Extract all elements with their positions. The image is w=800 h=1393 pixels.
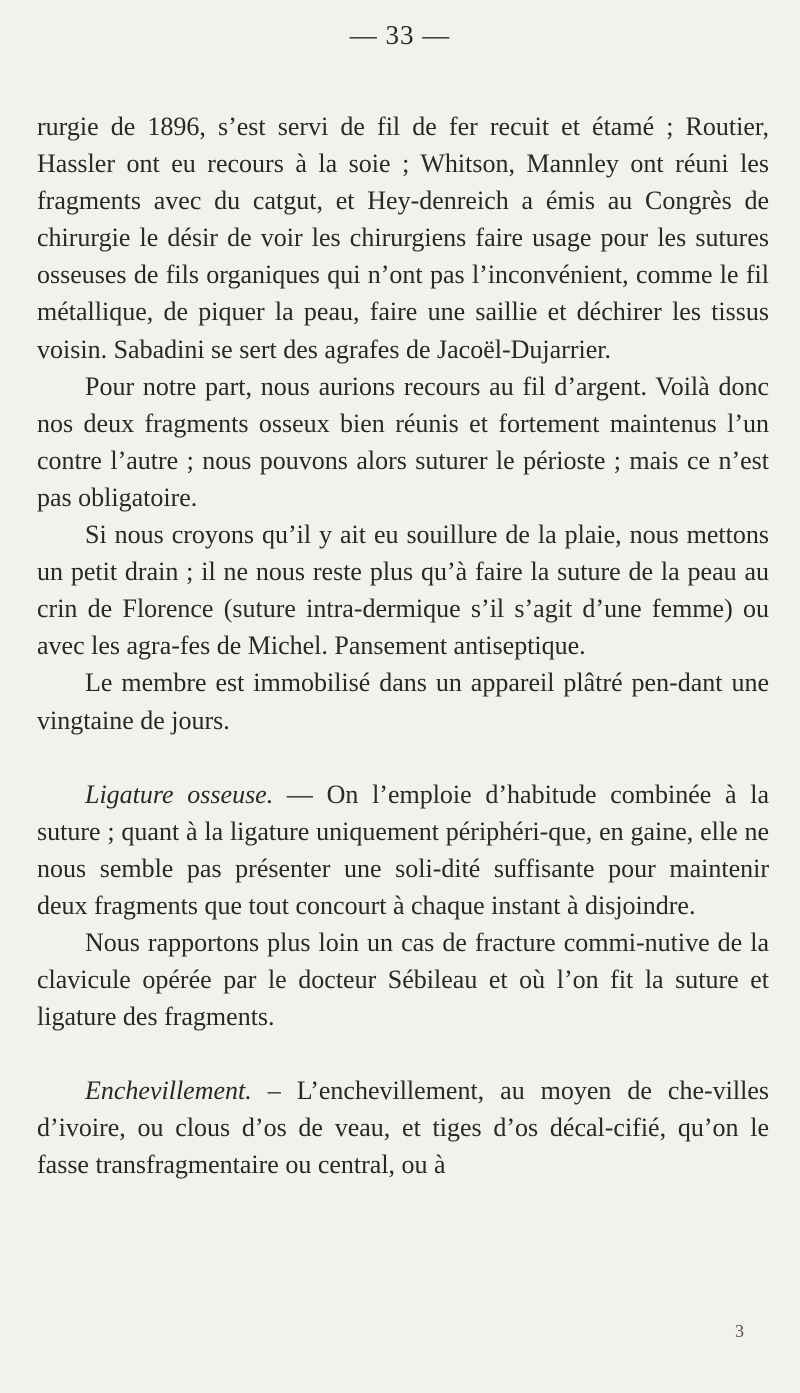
body-text <box>37 108 769 1184</box>
section-heading-ligature: Ligature osseuse. <box>85 779 274 809</box>
paragraph-3: Si nous croyons qu’il y ait eu souillure de la plaie, nous mettons un petit drain ; il ne nous reste plus qu’à faire la suture de la peau au crin de Florence (suture intra-dermique s’il s’agit d’une femme) ou avec les agra-fes de Michel. Pansement antiseptique. <box>37 520 769 661</box>
paragraph-5-body: — On l’emploie d’habitude combinée à la suture ; quant à la ligature uniquement périphéri-que, en gaine, elle ne nous semble pas présenter une soli-dité suffisante pour maintenir deux fragments que tout concourt à chaque instant à disjoindre. <box>37 779 769 920</box>
paragraph-6: Nous rapportons plus loin un cas de fracture commi-nutive de la clavicule opérée par le docteur Sébileau et où l’on fit la suture et ligature des fragments. <box>37 927 769 1032</box>
paragraph-7 <box>37 1072 769 1183</box>
paragraph-gap <box>37 739 769 776</box>
paragraph-7-body: – L’enchevillement, au moyen de che-villes d’ivoire, ou clous d’os de veau, et tiges d’os décal-cifié, qu’on le fasse transfragmentaire ou central, ou à <box>37 1076 769 1180</box>
paragraph-4: Le membre est immobilisé dans un appareil plâtré pen-dant une vingtaine de jours. <box>37 668 769 735</box>
signature-mark: 3 <box>735 1321 744 1341</box>
paragraph-1: rurgie de 1896, s’est servi de fil de fer recuit et étamé ; Routier, Hassler ont eu recours à la soie ; Whitson, Mannley ont réuni les fragments avec du catgut, et Hey-denreich a émis au Congrès de chirurgie le désir de voir les chirurgiens faire usage pour les sutures osseuses de fils organiques qui n’ont pas l’inconvénient, comme le fil métallique, de piquer la peau, faire une saillie et déchirer les tissus voisin. Sabadini se sert des agrafes de Jacoël-Dujarrier. <box>37 112 769 364</box>
section-heading-enchevillement: Enchevillement. <box>85 1076 252 1106</box>
paragraph-5 <box>37 776 769 924</box>
page-number: — 33 — <box>349 20 451 50</box>
paragraph-gap <box>37 1035 769 1072</box>
paragraph-2: Pour notre part, nous aurions recours au fil d’argent. Voilà donc nos deux fragments osseux bien réunis et fortement maintenus l’un contre l’autre ; nous pouvons alors suturer le périoste ; mais ce n’est pas obligatoire. <box>37 371 769 512</box>
